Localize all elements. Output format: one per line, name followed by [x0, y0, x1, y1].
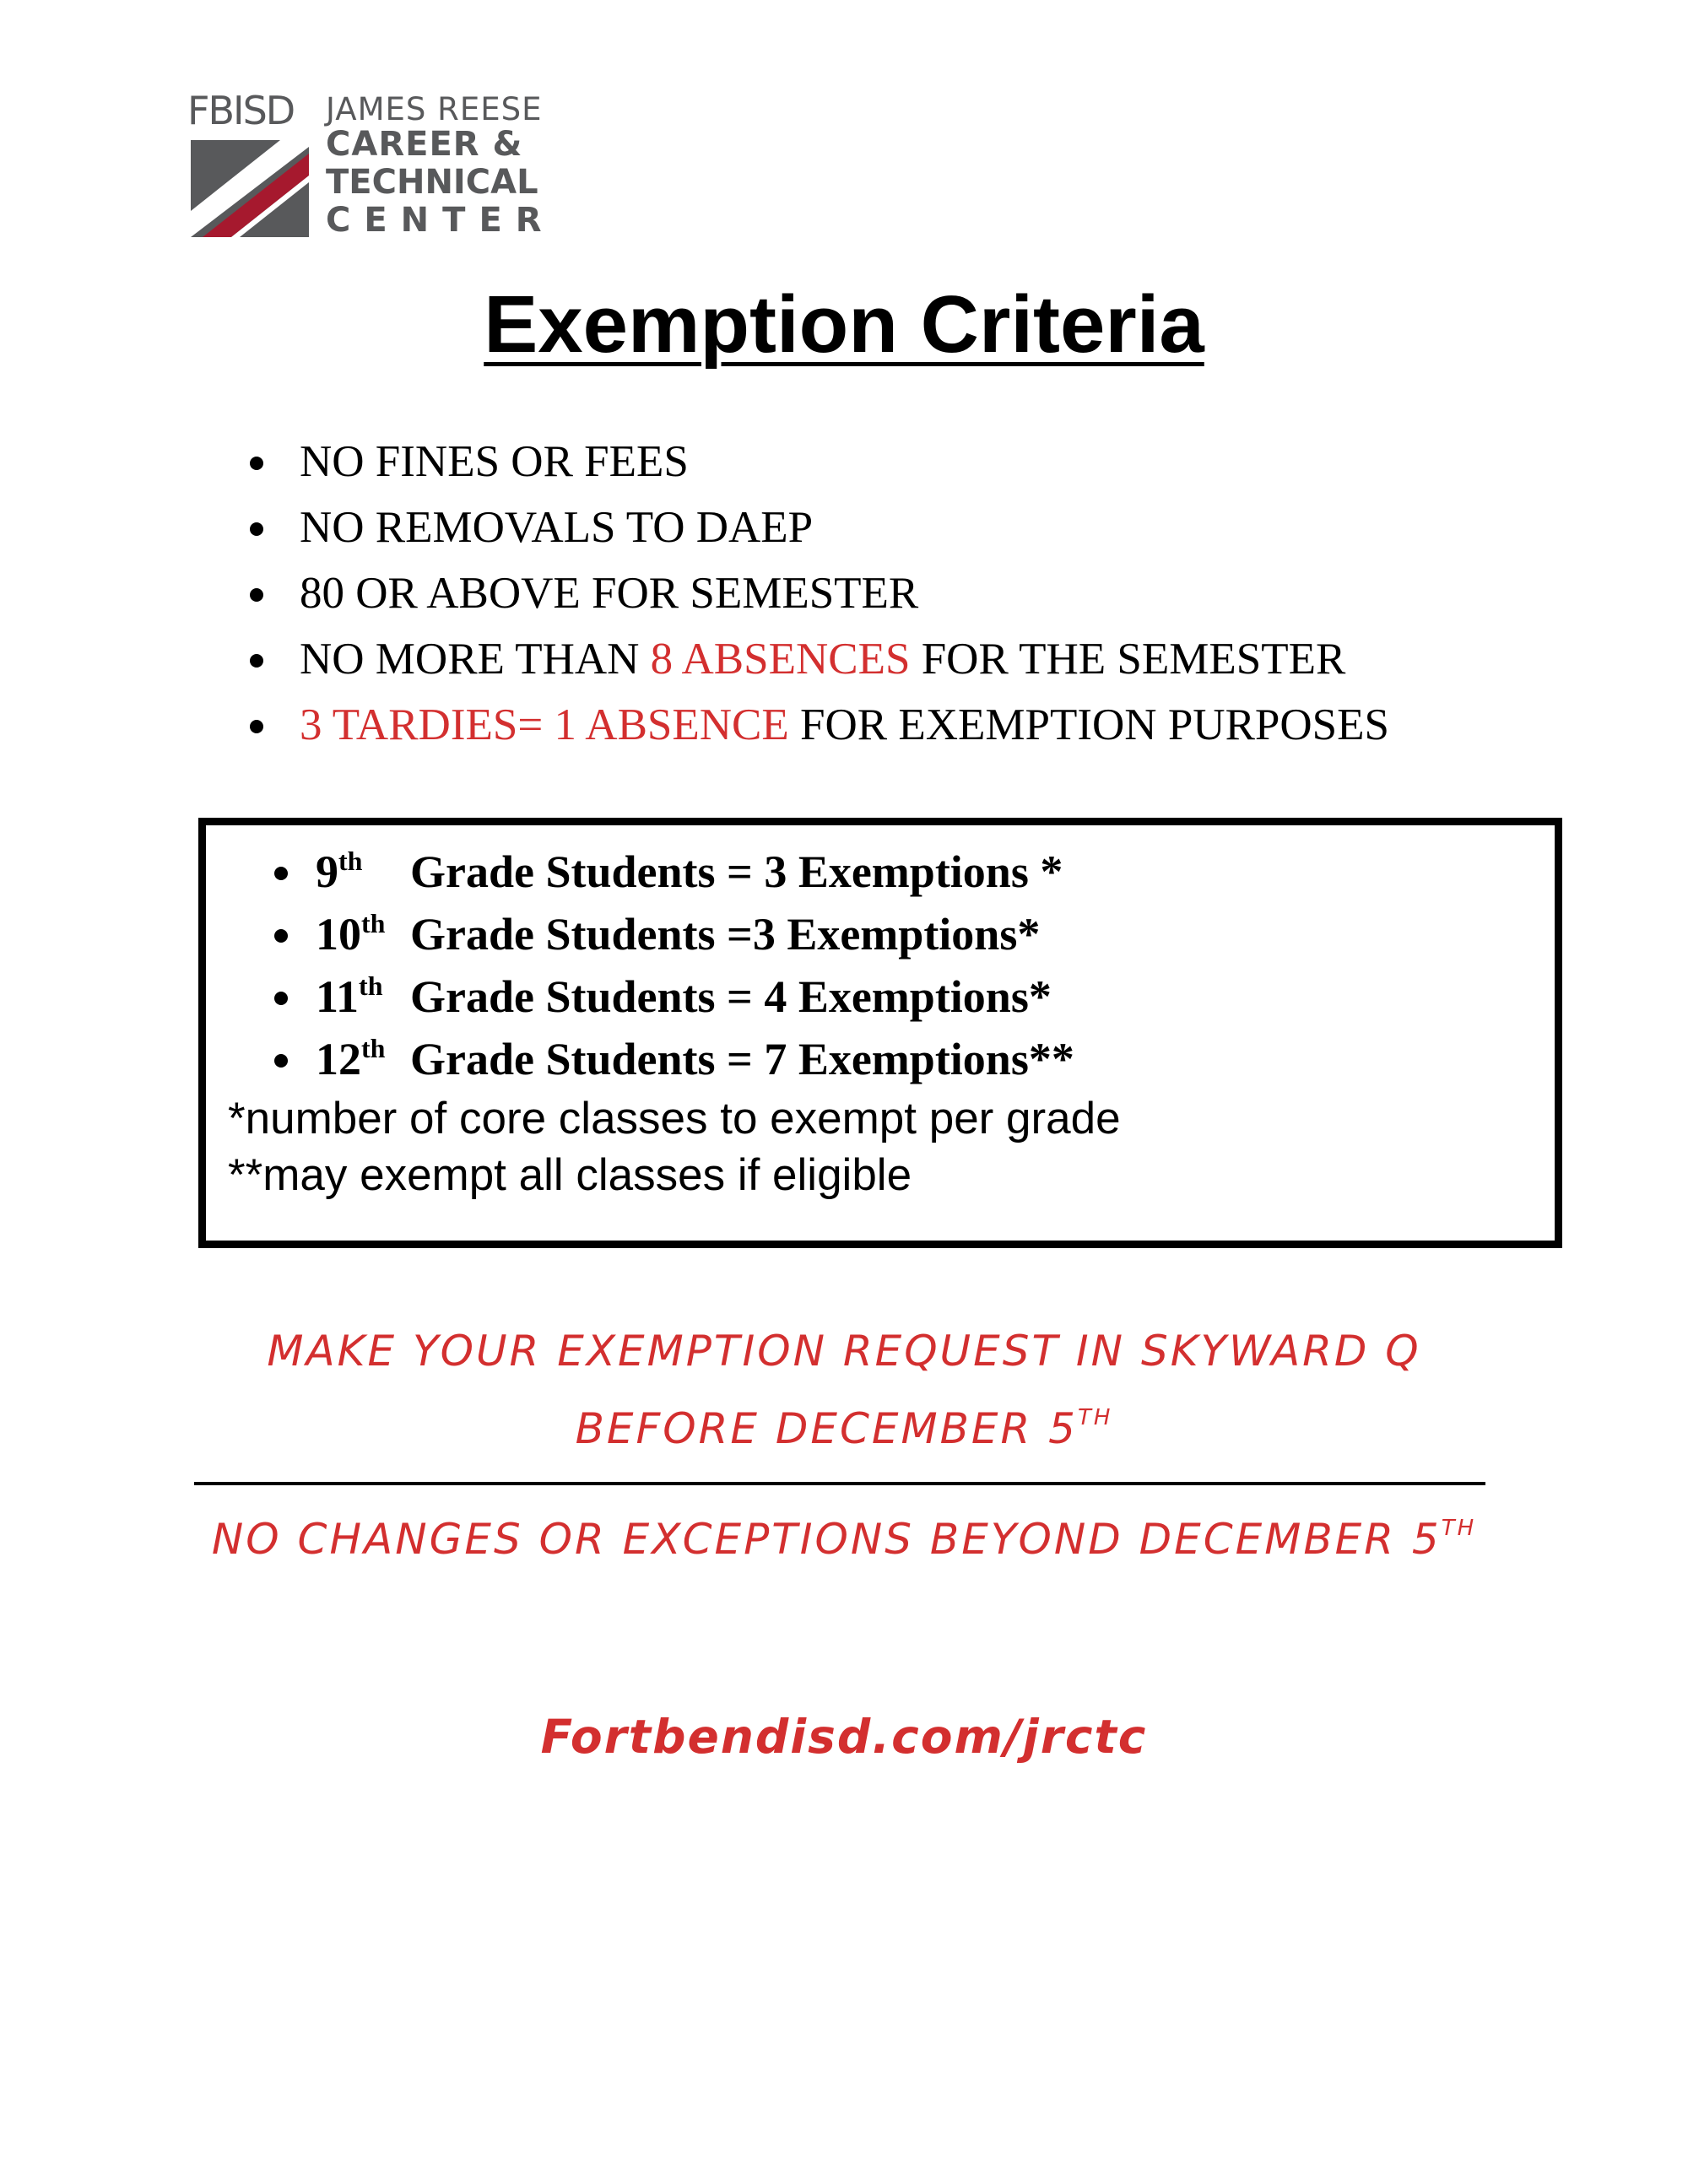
divider [194, 1482, 1485, 1485]
grade-list [269, 841, 1074, 1090]
grade-number-wrap [316, 841, 410, 903]
grade-number: 9 [316, 846, 338, 897]
logo [187, 88, 555, 240]
criteria-text: 80 OR ABOVE FOR SEMESTER [300, 569, 919, 618]
footnote-single: *number of core classes to exempt per grade [228, 1094, 1121, 1143]
grade-item [269, 841, 1074, 903]
grade-item [269, 1028, 1074, 1090]
criteria-text-pre: NO MORE THAN [300, 635, 651, 684]
grade-suffix: th [361, 908, 386, 938]
criteria-text: NO FINES OR FEES [300, 437, 689, 486]
request-notice-line-2 [0, 1404, 1688, 1453]
grade-text: Grade Students =3 Exemptions* [410, 909, 1041, 960]
logo-line-4: CENTER [326, 201, 555, 240]
request-deadline: BEFORE DECEMBER 5 [575, 1404, 1078, 1453]
footnote-double: **may exempt all classes if eligible [228, 1150, 912, 1200]
no-changes-suffix: TH [1441, 1516, 1477, 1541]
logo-mark-icon [187, 91, 322, 239]
criteria-text-post: FOR EXEMPTION PURPOSES [788, 700, 1389, 749]
criteria-item [245, 495, 1389, 560]
grade-item [269, 965, 1074, 1028]
logo-district: FBISD [187, 88, 295, 133]
criteria-item [245, 626, 1389, 692]
grade-number: 12 [316, 1034, 361, 1084]
grade-number-wrap [316, 965, 410, 1028]
criteria-text-post: FOR THE SEMESTER [910, 635, 1346, 684]
grade-suffix: th [338, 846, 363, 876]
grade-text: Grade Students = 3 Exemptions * [410, 846, 1063, 897]
grade-suffix: th [359, 970, 383, 1001]
no-changes-text: NO CHANGES OR EXCEPTIONS BEYOND DECEMBER 5 [211, 1515, 1442, 1564]
logo-line-3: TECHNICAL [326, 163, 538, 202]
grade-number: 11 [316, 971, 360, 1022]
website-link[interactable]: Fortbendisd.com/jrctc [540, 1710, 1148, 1764]
criteria-item [245, 692, 1389, 758]
page-title [0, 278, 1688, 371]
grade-number-wrap [316, 1028, 410, 1090]
criteria-item [245, 560, 1389, 626]
logo-line-1: JAMES REESE [326, 91, 543, 127]
logo-line-2: CAREER & [326, 125, 523, 164]
request-deadline-suffix: TH [1077, 1405, 1113, 1430]
grade-number: 10 [316, 909, 361, 960]
criteria-item [245, 429, 1389, 495]
criteria-highlight: 8 ABSENCES [650, 635, 911, 684]
grade-text: Grade Students = 7 Exemptions** [410, 1034, 1074, 1084]
criteria-list [245, 429, 1389, 758]
grade-text: Grade Students = 4 Exemptions* [410, 971, 1052, 1022]
criteria-highlight: 3 TARDIES= 1 ABSENCE [300, 700, 789, 749]
grade-item [269, 903, 1074, 965]
grade-suffix: th [361, 1033, 386, 1063]
criteria-text: NO REMOVALS TO DAEP [300, 503, 814, 552]
request-notice-line-1: MAKE YOUR EXEMPTION REQUEST IN SKYWARD Q [267, 1327, 1421, 1376]
grade-number-wrap [316, 903, 410, 965]
no-changes-notice [0, 1515, 1688, 1564]
page-title-text: Exemption Criteria [484, 279, 1204, 370]
grade-exemptions-box [198, 818, 1562, 1248]
